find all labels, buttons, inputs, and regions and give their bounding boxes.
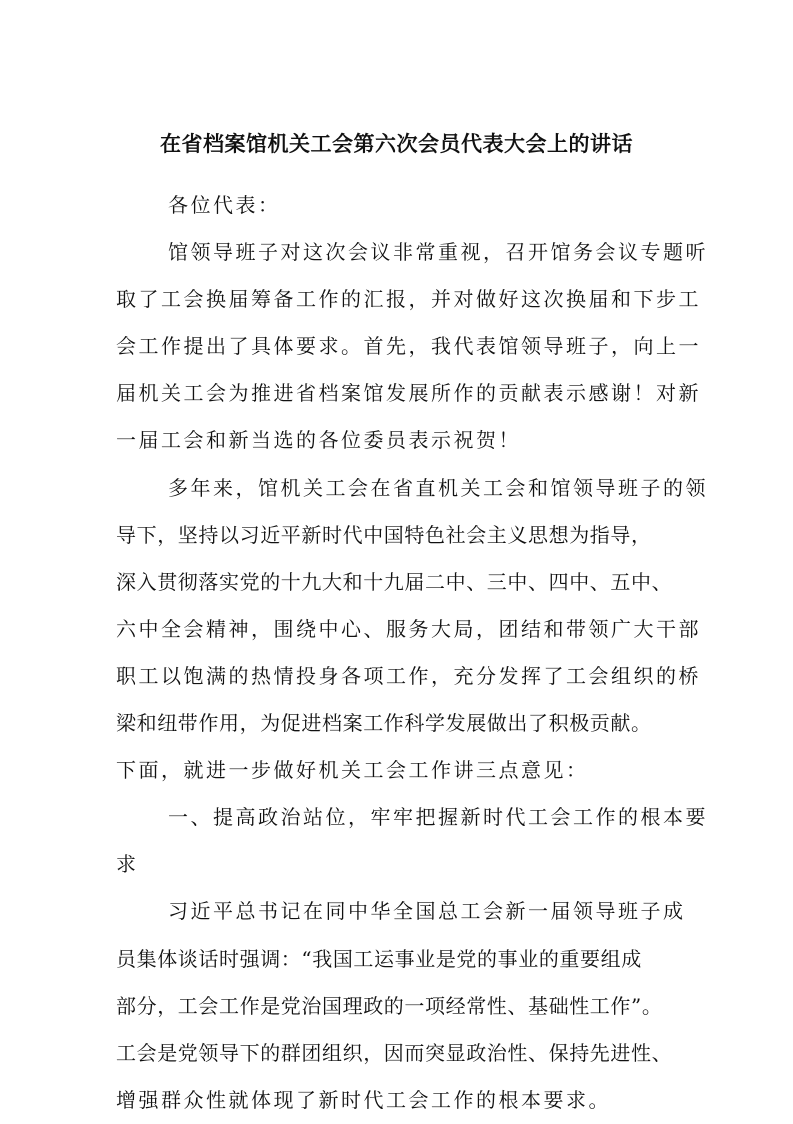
paragraph-line: 员集体谈话时强调：“我国工运事业是党的事业的重要组成 [116,946,642,971]
paragraph-line: 导下，坚持以习近平新时代中国特色社会主义思想为指导， [116,522,652,547]
document-body [116,182,708,1124]
paragraph-line: 梁和纽带作用，为促进档案工作科学发展做出了积极贡献。 [116,711,652,736]
paragraph-line: 六中全会精神，围绕中心、服务大局，团结和带领广大干部 [116,616,701,641]
paragraph-line: 馆领导班子对这次会议非常重视，召开馆务会议专题听 [168,240,708,265]
salutation: 各位代表： [168,193,281,217]
section-heading-line: 一、提高政治站位，牢牢把握新时代工会工作的根本要 [168,805,708,830]
paragraph-line: 习近平总书记在同中华全国总工会新一届领导班子成 [168,899,686,924]
paragraph-line: 下面，就进一步做好机关工会工作讲三点意见： [116,758,589,783]
paragraph-line: 取了工会换届筹备工作的汇报，并对做好这次换届和下步工 [116,287,701,312]
paragraph-line: 职工以饱满的热情投身各项工作，充分发挥了工会组织的桥 [116,663,701,688]
paragraph-line: 工会是党领导下的群团组织，因而突显政治性、保持先进性、 [116,1040,673,1065]
paragraph-line: 会工作提出了具体要求。首先，我代表馆领导班子，向上一 [116,334,701,359]
paragraph-line: 届机关工会为推进省档案馆发展所作的贡献表示感谢！对新 [116,381,701,406]
paragraph-line: 多年来，馆机关工会在省直机关工会和馆领导班子的领 [168,475,708,500]
document-title: 在省档案馆机关工会第六次会员代表大会上的讲话 [160,131,633,156]
paragraph-line: 部分，工会工作是党治国理政的一项经常性、基础性工作”。 [116,993,663,1018]
section-heading-line: 求 [116,852,139,877]
paragraph-line: 增强群众性就体现了新时代工会工作的根本要求。 [116,1087,611,1112]
paragraph-line: 深入贯彻落实党的十九大和十九届二中、三中、四中、五中、 [116,569,673,594]
paragraph-line: 一届工会和新当选的各位委员表示祝贺！ [116,428,521,453]
